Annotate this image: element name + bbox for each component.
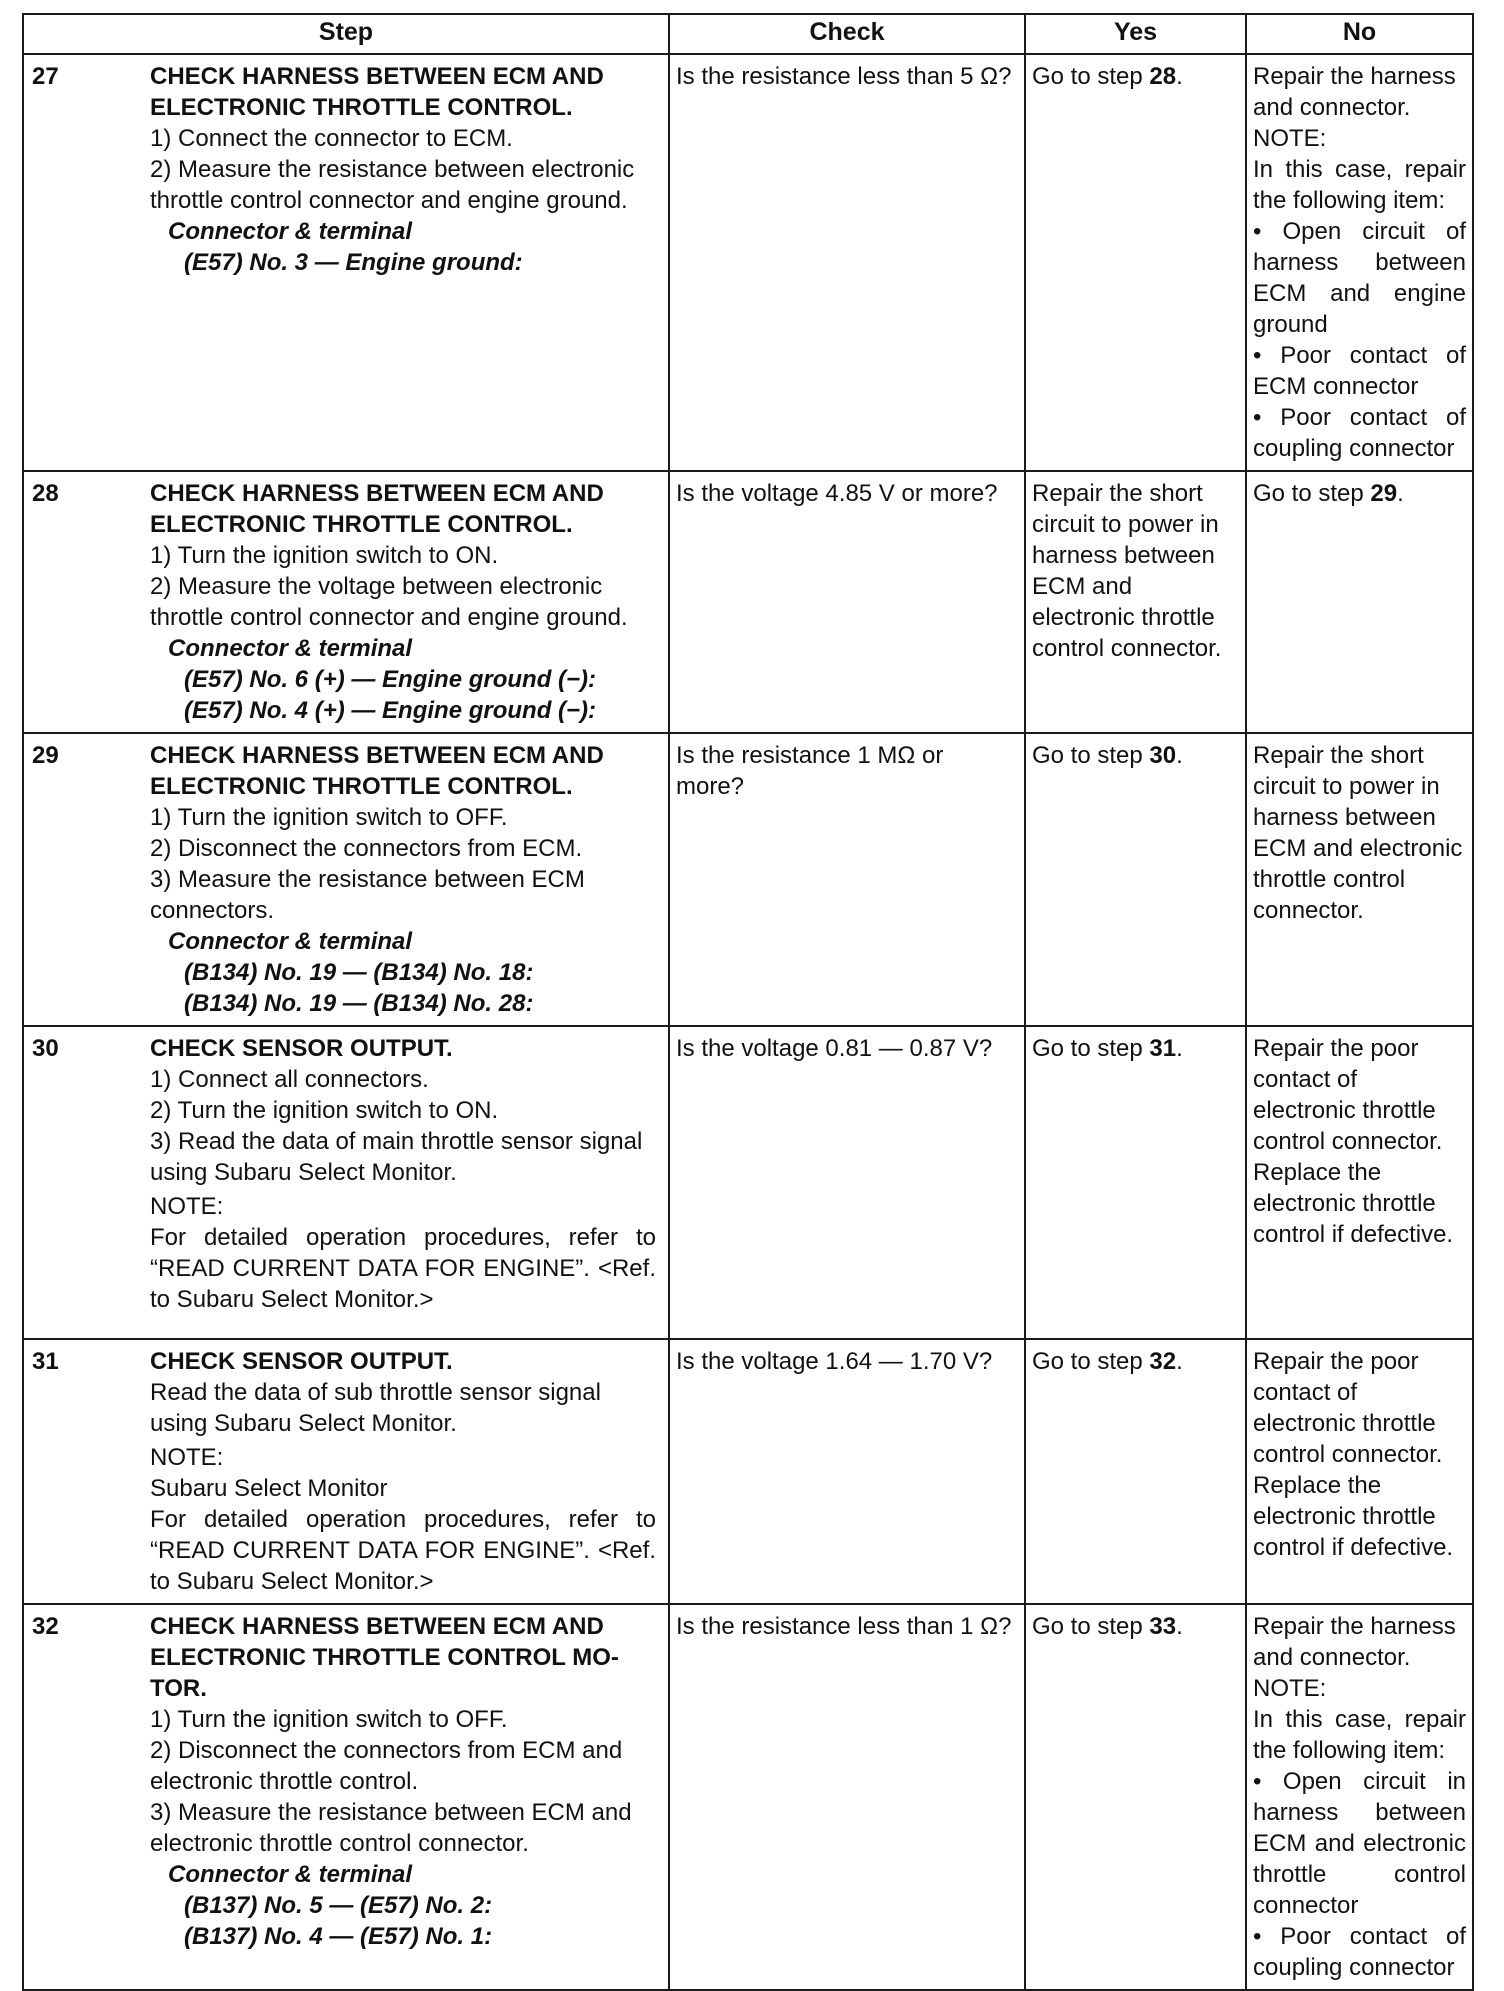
step-cell	[23, 54, 669, 471]
note-label: NOTE:	[150, 1193, 224, 1220]
yes-suffix: .	[1176, 1035, 1183, 1062]
step-number: 30	[32, 1035, 59, 1062]
note-text: For detailed operation procedures, refer to “READ CURRENT DATA FOR ENGINE”. <Ref. to Subaru Select Monitor.>	[150, 1506, 656, 1595]
check-cell: Is the resistance less than 5 Ω?	[669, 54, 1025, 471]
step-instruction: 2) Disconnect the connectors from ECM and electronic throttle control.	[150, 1737, 623, 1795]
yes-cell: Repair the short circuit to power in harness between ECM and electronic throttle control connector.	[1025, 471, 1246, 733]
connector-terminal-item: (E57) No. 4 (+) — Engine ground (−):	[184, 697, 597, 724]
no-cell	[1246, 471, 1473, 733]
yes-cell	[1025, 1026, 1246, 1339]
check-cell: Is the resistance 1 MΩ or more?	[669, 733, 1025, 1026]
connector-terminal-item: (B137) No. 5 — (E57) No. 2:	[184, 1892, 493, 1919]
step-title: CHECK HARNESS BETWEEN ECM AND	[150, 742, 604, 769]
yes-suffix: .	[1176, 1613, 1183, 1640]
table-row	[23, 54, 1473, 471]
yes-text: Go to step	[1032, 1613, 1150, 1640]
no-text: Go to step	[1253, 480, 1371, 507]
table-row	[23, 1604, 1473, 1990]
no-list-item: • Open circuit of harness between ECM and engine ground	[1253, 218, 1466, 338]
yes-suffix: .	[1176, 1348, 1183, 1375]
no-cell	[1246, 1604, 1473, 1990]
no-cell: Repair the short circuit to power in harness between ECM and electronic throttle control connector.	[1246, 733, 1473, 1026]
no-list-item: • Poor contact of coupling connector	[1253, 1923, 1466, 1981]
step-cell	[23, 1026, 669, 1339]
diagnostic-procedure-table	[22, 13, 1474, 1991]
step-number: 27	[32, 63, 59, 90]
step-title: TOR.	[150, 1675, 207, 1702]
step-instruction: Read the data of sub throttle sensor signal using Subaru Select Monitor.	[150, 1379, 601, 1437]
note-label: NOTE:	[150, 1444, 224, 1471]
header-yes: Yes	[1025, 14, 1246, 54]
yes-cell	[1025, 1339, 1246, 1604]
step-title: CHECK SENSOR OUTPUT.	[150, 1035, 453, 1062]
connector-terminal-item: (B137) No. 4 — (E57) No. 1:	[184, 1923, 493, 1950]
step-instruction: 1) Turn the ignition switch to OFF.	[150, 1706, 508, 1733]
step-title: ELECTRONIC THROTTLE CONTROL MO-	[150, 1644, 619, 1671]
connector-terminal-label: Connector & terminal	[168, 1861, 413, 1888]
yes-step-link[interactable]: 31	[1149, 1035, 1177, 1062]
header-step: Step	[23, 14, 669, 54]
table-row	[23, 1339, 1473, 1604]
step-title: ELECTRONIC THROTTLE CONTROL.	[150, 94, 573, 121]
table-row	[23, 1026, 1473, 1339]
step-cell	[23, 1604, 669, 1990]
check-cell: Is the resistance less than 1 Ω?	[669, 1604, 1025, 1990]
step-title: CHECK HARNESS BETWEEN ECM AND	[150, 63, 604, 90]
no-cell: Repair the poor contact of electronic throttle control connector. Replace the electronic throttle control if defective.	[1246, 1339, 1473, 1604]
check-cell: Is the voltage 1.64 — 1.70 V?	[669, 1339, 1025, 1604]
step-title: CHECK HARNESS BETWEEN ECM AND	[150, 1613, 604, 1640]
step-instruction: 2) Measure the voltage between electronic throttle control connector and engine ground.	[150, 573, 628, 631]
no-step-link[interactable]: 29	[1370, 480, 1398, 507]
step-instruction: 2) Turn the ignition switch to ON.	[150, 1097, 499, 1124]
table-header-row	[23, 14, 1473, 54]
step-instruction: 1) Turn the ignition switch to ON.	[150, 542, 499, 569]
step-instruction: 1) Connect the connector to ECM.	[150, 125, 513, 152]
yes-step-link[interactable]: 28	[1149, 63, 1177, 90]
yes-text: Go to step	[1032, 63, 1150, 90]
connector-terminal-label: Connector & terminal	[168, 928, 413, 955]
no-cell	[1246, 54, 1473, 471]
check-cell: Is the voltage 4.85 V or more?	[669, 471, 1025, 733]
step-instruction: 1) Connect all connectors.	[150, 1066, 429, 1093]
no-text: In this case, repair the following item:	[1253, 156, 1466, 214]
no-note-label: NOTE:	[1253, 1675, 1327, 1702]
step-number: 31	[32, 1348, 59, 1375]
no-cell: Repair the poor contact of electronic throttle control connector. Replace the electronic throttle control if defective.	[1246, 1026, 1473, 1339]
step-instruction: 2) Measure the resistance between electronic throttle control connector and engine ground.	[150, 156, 635, 214]
step-cell	[23, 733, 669, 1026]
step-instruction: 2) Disconnect the connectors from ECM.	[150, 835, 583, 862]
no-text: Repair the harness and connector.	[1253, 63, 1456, 121]
yes-cell	[1025, 1604, 1246, 1990]
note-subtitle: Subaru Select Monitor	[150, 1475, 388, 1502]
yes-text: Go to step	[1032, 742, 1150, 769]
connector-terminal-item: (E57) No. 6 (+) — Engine ground (−):	[184, 666, 597, 693]
yes-step-link[interactable]: 30	[1149, 742, 1177, 769]
yes-text: Go to step	[1032, 1035, 1150, 1062]
table-row	[23, 471, 1473, 733]
step-instruction: 3) Measure the resistance between ECM and electronic throttle control connector.	[150, 1799, 632, 1857]
yes-step-link[interactable]: 33	[1149, 1613, 1177, 1640]
connector-terminal-item: (E57) No. 3 — Engine ground:	[184, 249, 523, 276]
step-instruction: 3) Measure the resistance between ECM connectors.	[150, 866, 585, 924]
header-check: Check	[669, 14, 1025, 54]
no-text: In this case, repair the following item:	[1253, 1706, 1466, 1764]
step-number: 28	[32, 480, 59, 507]
step-cell	[23, 471, 669, 733]
step-title: CHECK HARNESS BETWEEN ECM AND	[150, 480, 604, 507]
yes-suffix: .	[1176, 63, 1183, 90]
table-row	[23, 733, 1473, 1026]
connector-terminal-label: Connector & terminal	[168, 218, 413, 245]
no-list-item: • Open circuit in harness between ECM and electronic throttle control connector	[1253, 1768, 1466, 1919]
step-title: ELECTRONIC THROTTLE CONTROL.	[150, 773, 573, 800]
connector-terminal-item: (B134) No. 19 — (B134) No. 28:	[184, 990, 534, 1017]
step-title: CHECK SENSOR OUTPUT.	[150, 1348, 453, 1375]
step-instruction: 1) Turn the ignition switch to OFF.	[150, 804, 508, 831]
yes-suffix: .	[1176, 742, 1183, 769]
no-list-item: • Poor contact of ECM connector	[1253, 342, 1466, 400]
yes-cell	[1025, 733, 1246, 1026]
no-suffix: .	[1397, 480, 1404, 507]
step-cell	[23, 1339, 669, 1604]
step-title: ELECTRONIC THROTTLE CONTROL.	[150, 511, 573, 538]
yes-cell	[1025, 54, 1246, 471]
note-text: For detailed operation procedures, refer to “READ CURRENT DATA FOR ENGINE”. <Ref. to Subaru Select Monitor.>	[150, 1224, 656, 1313]
connector-terminal-label: Connector & terminal	[168, 635, 413, 662]
step-instruction: 3) Read the data of main throttle sensor signal using Subaru Select Monitor.	[150, 1128, 643, 1186]
yes-step-link[interactable]: 32	[1149, 1348, 1177, 1375]
check-cell: Is the voltage 0.81 — 0.87 V?	[669, 1026, 1025, 1339]
no-text: Repair the harness and connector.	[1253, 1613, 1456, 1671]
no-note-label: NOTE:	[1253, 125, 1327, 152]
header-no: No	[1246, 14, 1473, 54]
step-number: 29	[32, 742, 59, 769]
connector-terminal-item: (B134) No. 19 — (B134) No. 18:	[184, 959, 534, 986]
yes-text: Go to step	[1032, 1348, 1150, 1375]
step-number: 32	[32, 1613, 59, 1640]
no-list-item: • Poor contact of coupling connector	[1253, 404, 1466, 462]
